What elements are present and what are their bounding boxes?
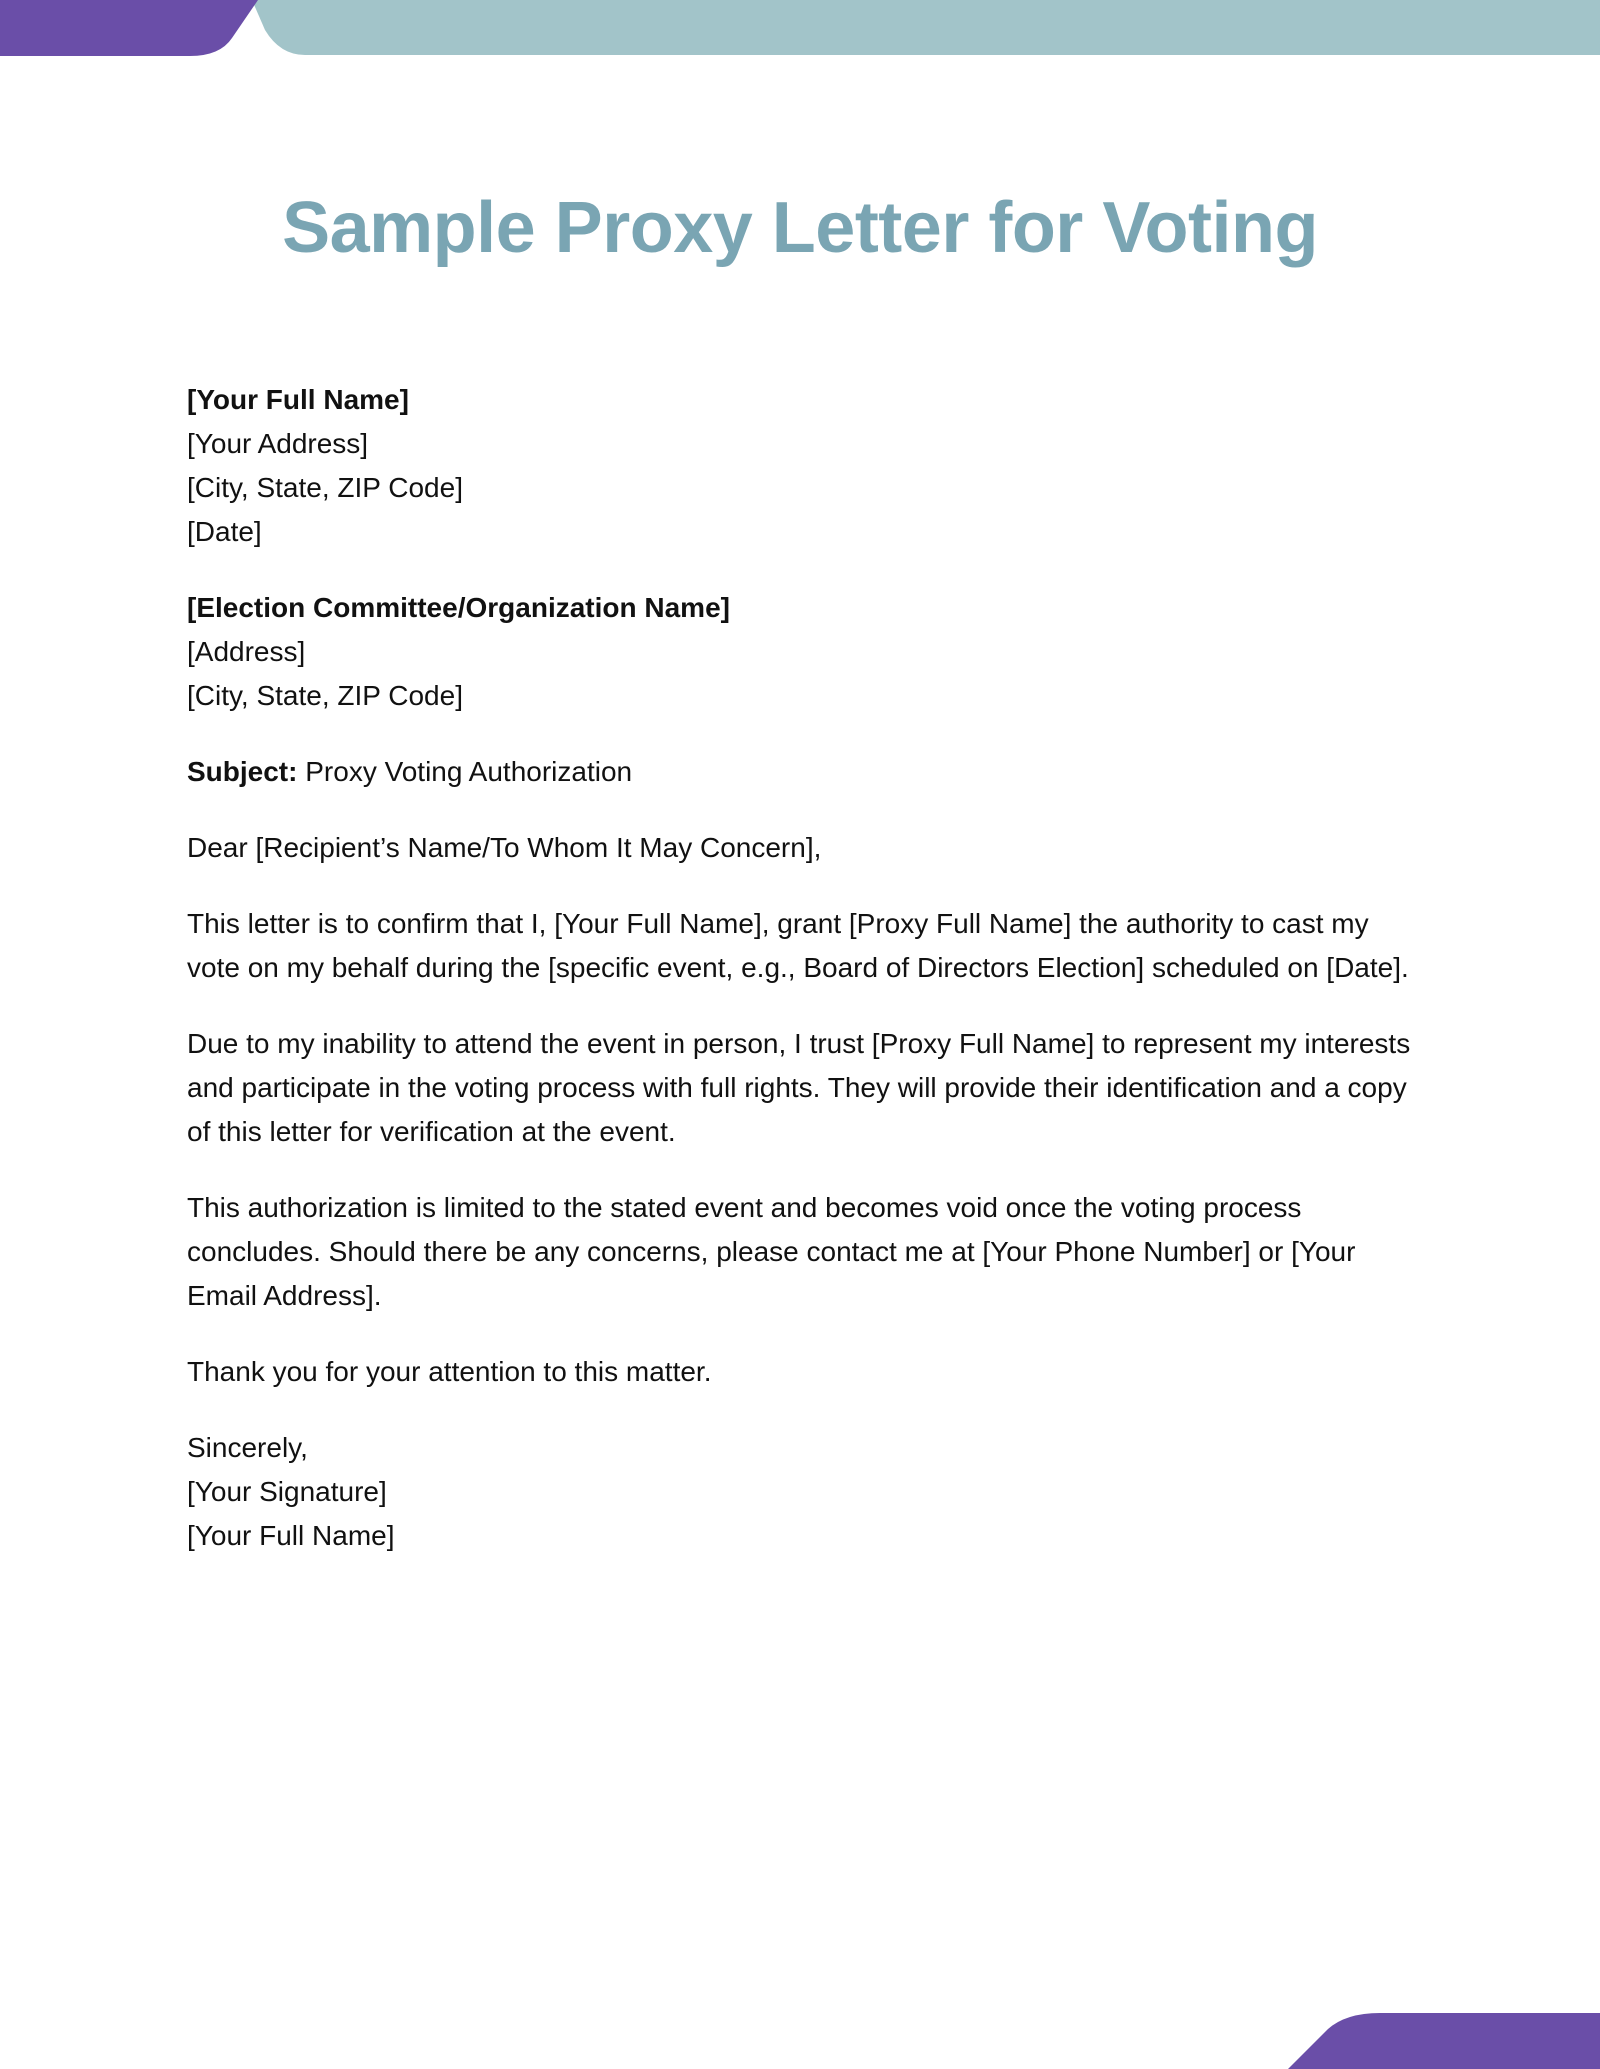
paragraph-confirmation: This letter is to confirm that I, [Your Full Name], grant [Proxy Full Name] the authority to cast my vote on my behalf during the [specific event, e.g., Board of Directors Election] scheduled on [Date]. bbox=[187, 908, 1409, 983]
sender-city: [City, State, ZIP Code] bbox=[187, 472, 463, 503]
recipient-city: [City, State, ZIP Code] bbox=[187, 680, 463, 711]
bottom-decorative-band bbox=[0, 2009, 1600, 2069]
closing-name: [Your Full Name] bbox=[187, 1520, 395, 1551]
paragraph-limitation: This authorization is limited to the stated event and becomes void once the voting process concludes. Should there be any concerns, please contact me at [Your Phone Number] or [Your Email Address]. bbox=[187, 1192, 1356, 1311]
closing-signature: [Your Signature] bbox=[187, 1476, 387, 1507]
recipient-address: [Address] bbox=[187, 636, 306, 667]
recipient-name: [Election Committee/Organization Name] bbox=[187, 592, 730, 623]
sender-name: [Your Full Name] bbox=[187, 384, 409, 415]
sender-date: [Date] bbox=[187, 516, 262, 547]
closing-valediction: Sincerely, bbox=[187, 1432, 308, 1463]
letter-body bbox=[187, 378, 1427, 1590]
page-title: Sample Proxy Letter for Voting bbox=[282, 188, 1318, 268]
recipient-block bbox=[187, 586, 1427, 718]
subject-line bbox=[187, 750, 1427, 794]
top-teal-band bbox=[252, 0, 1600, 55]
subject-label: Subject: bbox=[187, 756, 298, 787]
bottom-purple-band bbox=[1288, 2013, 1600, 2069]
sender-address: [Your Address] bbox=[187, 428, 369, 459]
paragraph-thanks: Thank you for your attention to this matter. bbox=[187, 1356, 712, 1387]
top-decorative-band bbox=[0, 0, 1600, 60]
salutation: Dear [Recipient’s Name/To Whom It May Concern], bbox=[187, 832, 822, 863]
subject-text: Proxy Voting Authorization bbox=[297, 756, 633, 787]
sender-block bbox=[187, 378, 1427, 554]
paragraph-trust: Due to my inability to attend the event in person, I trust [Proxy Full Name] to represent my interests and participate in the voting process with full rights. They will provide their identification and a copy of this letter for verification at the event. bbox=[187, 1028, 1411, 1147]
closing-block bbox=[187, 1426, 1427, 1558]
top-purple-band bbox=[0, 0, 258, 56]
